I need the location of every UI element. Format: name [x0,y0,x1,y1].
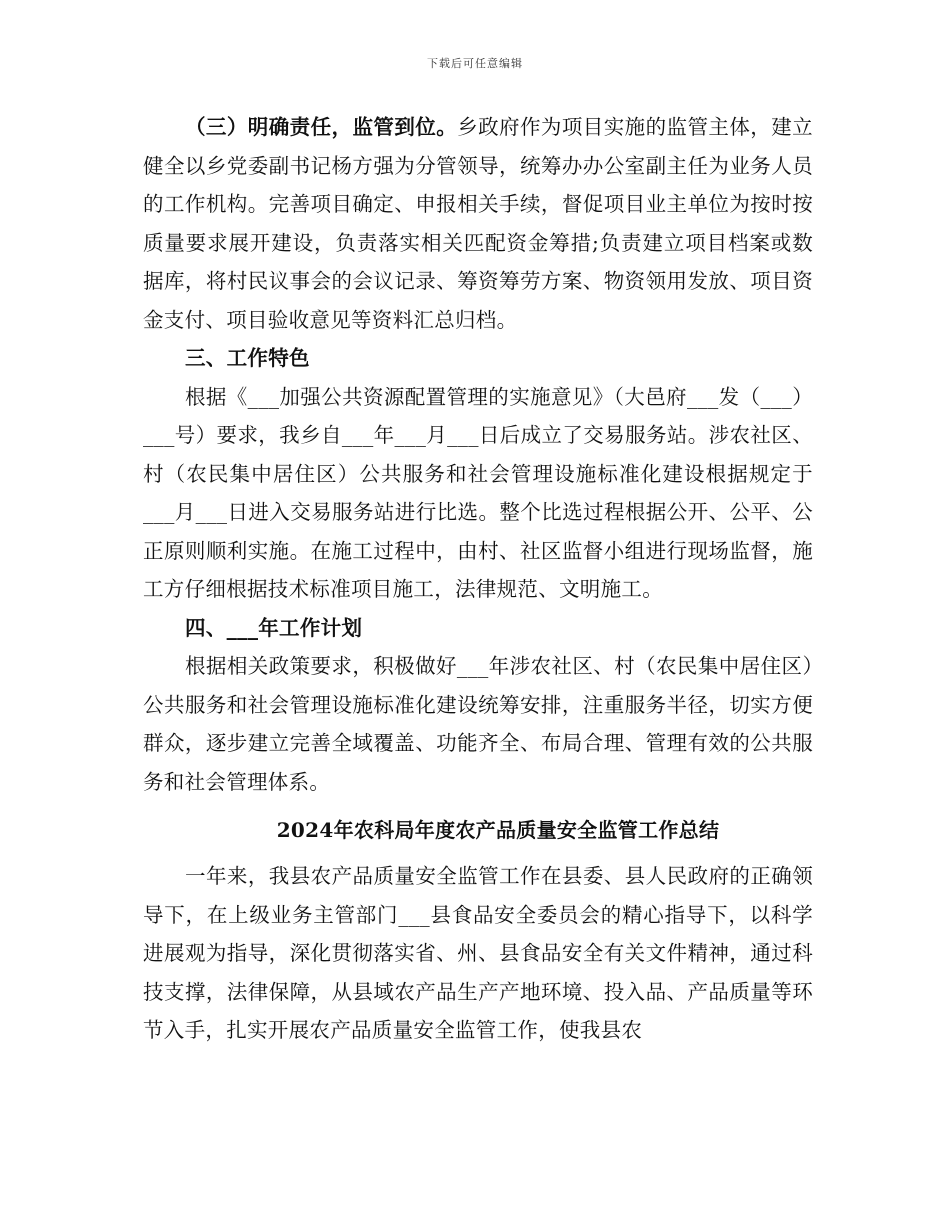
paragraph-summary: 一年来，我县农产品质量安全监管工作在县委、县人民政府的正确领导下，在上级业务主管部门___县食品安全委员会的精心指导下，以科学进展观为指导，深化贯彻落实省、州、县食品安全有关文件精神，通过科技支撑，法律保障，从县域农产品生产产地环境、投入品、产品质量等环节入手，扎实开展农产品质量安全监管工作，使我县农 [143,864,813,1042]
document-title: 2024年农科局年度农产品质量安全监管工作总结 [276,818,720,842]
section-heading-features: 三、工作特色 [185,346,310,370]
paragraph-supervision [143,108,813,339]
document-body [143,108,813,1050]
paragraph-lead-bold: （三）明确责任，监管到位。 [185,115,458,139]
page-header: 下载后可任意编辑 [427,57,523,70]
paragraph-text: 乡政府作为项目实施的监管主体，建立健全以乡党委副书记杨方强为分管领导，统筹办办公室副主任为业务人员的工作机构。完善项目确定、申报相关手续，督促项目业主单位为按时按质量要求展开建设，负责落实相关匹配资金筹措;负责建立项目档案或数据库，将村民议事会的会议记录、筹资筹劳方案、物资领用发放、项目资金支付、项目验收意见等资料汇总归档。 [143,115,813,332]
paragraph-plan: 根据相关政策要求，积极做好___年涉农社区、村（农民集中居住区）公共服务和社会管理设施标准化建设统筹安排，注重服务半径，切实方便群众，逐步建立完善全域覆盖、功能齐全、布局合理、管理有效的公共服务和社会管理体系。 [143,654,813,794]
paragraph-features: 根据《___加强公共资源配置管理的实施意见》（大邑府___发（___）___号）要求，我乡自___年___月___日后成立了交易服务站。涉农社区、村（农民集中居住区）公共服务和社会管理设施标准化建设根据规定于___月___日进入交易服务站进行比选。整个比选过程根据公开、公平、公正原则顺利实施。在施工过程中，由村、社区监督小组进行现场监督，施工方仔细根据技术标准项目施工，法律规范、文明施工。 [143,384,813,601]
section-heading-plan: 四、___年工作计划 [185,615,363,640]
